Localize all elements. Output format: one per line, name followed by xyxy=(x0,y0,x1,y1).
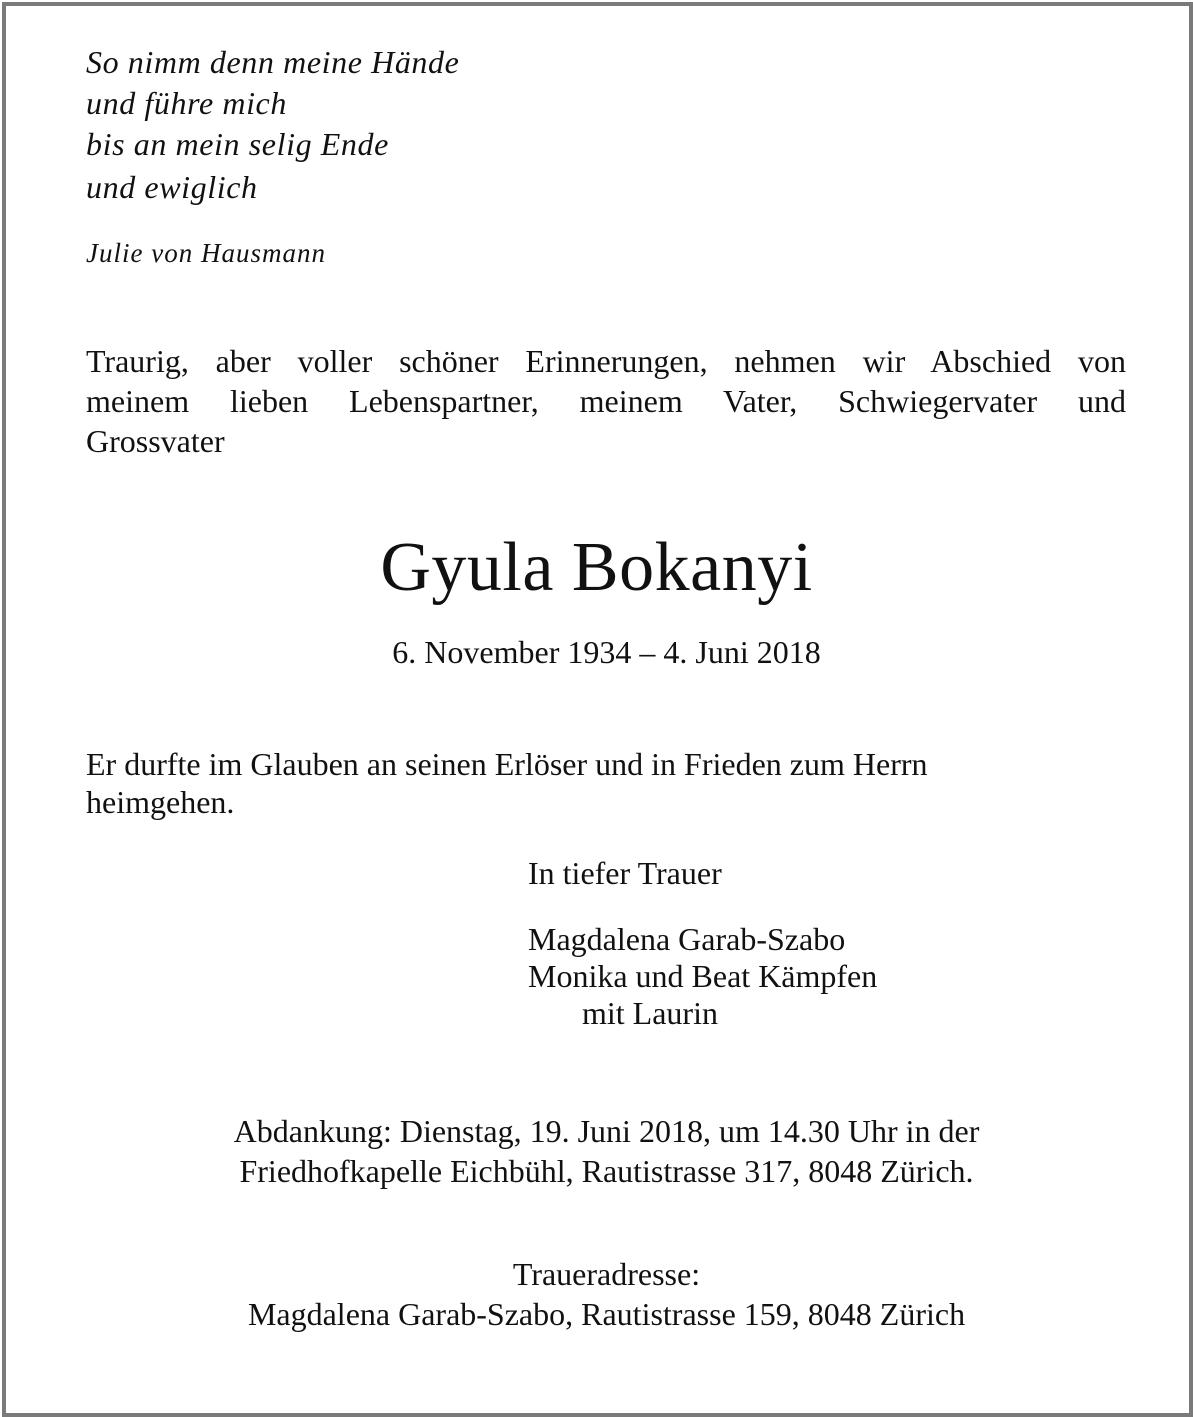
mourner-name: Magdalena Garab-Szabo xyxy=(528,921,846,957)
poem-line: und ewiglich xyxy=(86,169,258,205)
poem xyxy=(86,42,459,208)
notice-border xyxy=(2,2,1193,1417)
poem-line: bis an mein selig Ende xyxy=(86,126,389,162)
faith-line: heimgehen. xyxy=(86,784,235,820)
mourning-address: Magdalena Garab-Szabo, Rautistrasse 159, 8048 Zürich xyxy=(247,1296,966,1332)
intro-line: Grossvater xyxy=(86,423,225,459)
intro-text xyxy=(86,341,1126,461)
intro-line: Traurig, aber voller schöner Erinnerungen, nehmen wir Abschied von xyxy=(86,343,1126,379)
deceased-name: Gyula Bokanyi xyxy=(380,529,813,606)
poem-line: und führe mich xyxy=(86,85,287,121)
poem-line: So nimm denn meine Hände xyxy=(86,44,460,80)
mourning-heading: In tiefer Trauer xyxy=(528,855,722,891)
intro-line: meinem lieben Lebenspartner, meinem Vater, Schwiegervater und xyxy=(86,383,1126,419)
address-label: Traueradresse: xyxy=(512,1256,701,1292)
ceremony-line: Friedhofkapelle Eichbühl, Rautistrasse 317, 8048 Zürich. xyxy=(239,1153,974,1189)
ceremony-line: Abdankung: Dienstag, 19. Juni 2018, um 14.30 Uhr in der xyxy=(233,1113,980,1149)
mourner-name: Monika und Beat Kämpfen xyxy=(528,958,878,994)
poem-author: Julie von Hausmann xyxy=(86,238,326,268)
faith-line: Er durfte im Glauben an seinen Erlöser und in Frieden zum Herrn xyxy=(86,746,928,782)
life-dates: 6. November 1934 – 4. Juni 2018 xyxy=(392,634,821,670)
faith-text xyxy=(86,745,928,821)
mourners-list xyxy=(528,921,877,1032)
mourner-name: mit Laurin xyxy=(582,995,718,1031)
ceremony-info xyxy=(0,1111,1193,1191)
